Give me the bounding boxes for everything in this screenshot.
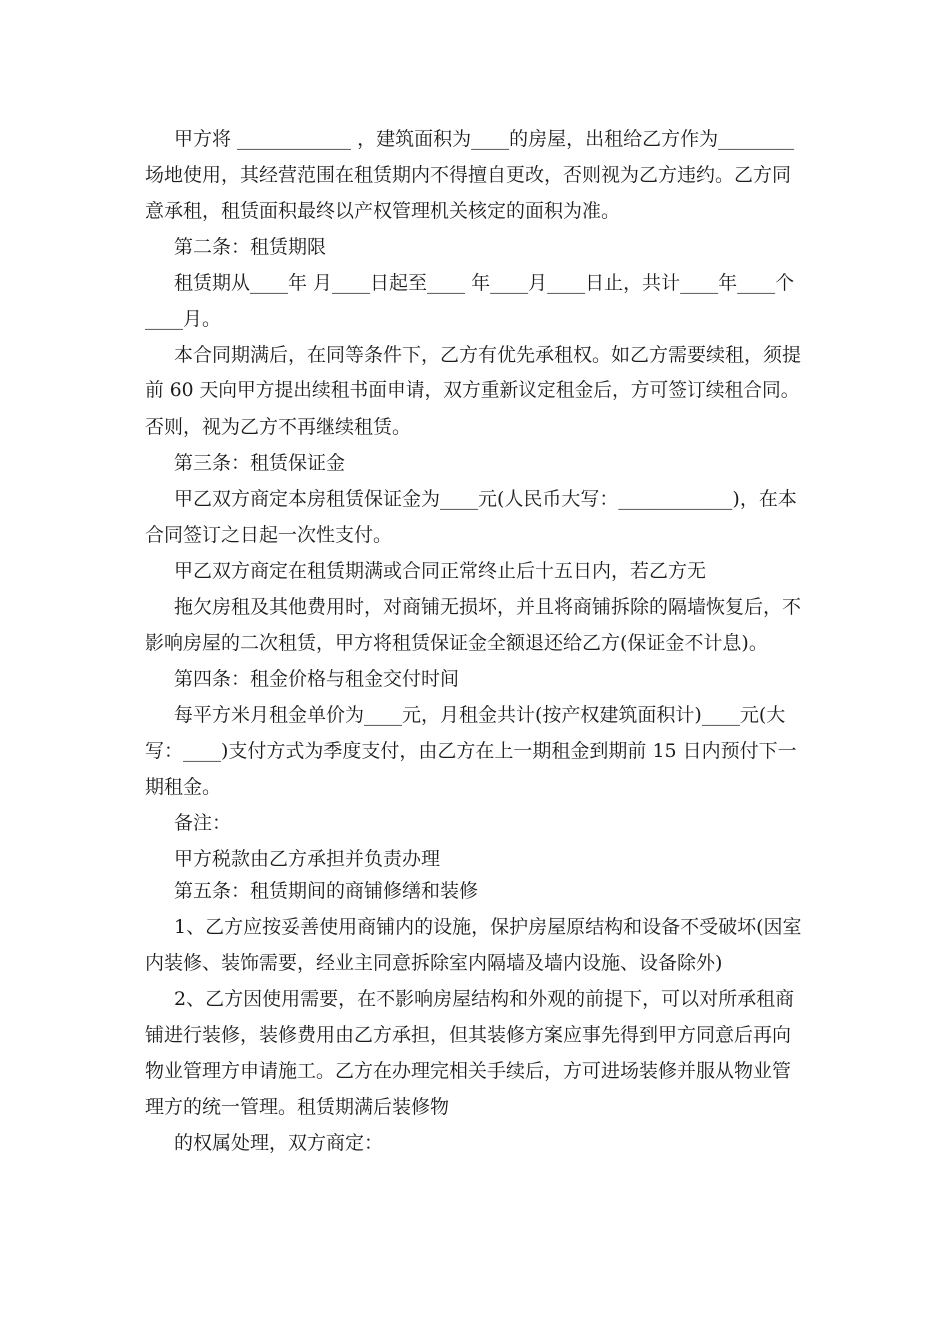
text-line: 写：____)支付方式为季度支付，由乙方在上一期租金到期前 15 日内预付下一 <box>145 740 797 762</box>
text-line: 租赁期从____年 月____日起至____ 年____月____日止，共计____年____个 <box>174 272 795 294</box>
section-heading: 第四条：租金价格与租金交付时间 <box>174 668 460 690</box>
text-line: 甲方将 ____________ ，建筑面积为____的房屋，出租给乙方作为________ <box>174 128 795 150</box>
section-heading: 第三条：租赁保证金 <box>174 452 346 474</box>
text-line: 本合同期满后，在同等条件下，乙方有优先承租权。如乙方需要续租，须提 <box>174 344 802 366</box>
text-line: 否则，视为乙方不再继续租赁。 <box>145 416 412 438</box>
text-line: 2、乙方因使用需要，在不影响房屋结构和外观的前提下，可以对所承租商 <box>174 988 795 1010</box>
text-line: 场地使用，其经营范围在租赁期内不得擅自更改，否则视为乙方违约。乙方同 <box>145 164 792 186</box>
text-line: 每平方米月租金单价为____元，月租金共计(按产权建筑面积计)____元(大 <box>174 704 786 726</box>
text-line: 内装修、装饰需要，经业主同意拆除室内隔墙及墙内设施、设备除外) <box>145 952 723 974</box>
text-line: 期租金。 <box>145 776 222 798</box>
section-heading: 第二条：租赁期限 <box>174 236 327 258</box>
text-line: 铺进行装修，装修费用由乙方承担，但其装修方案应事先得到甲方同意后再向 <box>145 1024 792 1046</box>
text-line: 甲方税款由乙方承担并负责办理 <box>174 848 441 870</box>
text-line: 1、乙方应按妥善使用商铺内的设施，保护房屋原结构和设备不受破坏(因室 <box>174 916 802 938</box>
section-heading: 第五条：租赁期间的商铺修缮和装修 <box>174 880 479 902</box>
text-line: 物业管理方申请施工。乙方在办理完相关手续后，方可进场装修并服从物业管 <box>145 1060 792 1082</box>
text-line: 合同签订之日起一次性支付。 <box>145 524 393 546</box>
text-line: 的权属处理，双方商定： <box>174 1132 384 1154</box>
text-line: 影响房屋的二次租赁，甲方将租赁保证金全额退还给乙方(保证金不计息)。 <box>145 632 768 654</box>
text-line: 拖欠房租及其他费用时，对商铺无损坏，并且将商铺拆除的隔墙恢复后，不 <box>174 596 802 618</box>
text-line: ____月。 <box>145 308 222 330</box>
text-line: 理方的统一管理。租赁期满后装修物 <box>145 1096 450 1118</box>
text-line: 甲乙双方商定本房租赁保证金为____元(人民币大写：____________)，在本 <box>174 488 797 510</box>
note-label: 备注： <box>174 812 232 834</box>
text-line: 前 60 天向甲方提出续租书面申请，双方重新议定租金后，方可签订续租合同。 <box>145 380 800 401</box>
text-line: 甲乙双方商定在租赁期满或合同正常终止后十五日内，若乙方无 <box>174 560 707 582</box>
text-line: 意承租，租赁面积最终以产权管理机关核定的面积为准。 <box>145 200 621 222</box>
